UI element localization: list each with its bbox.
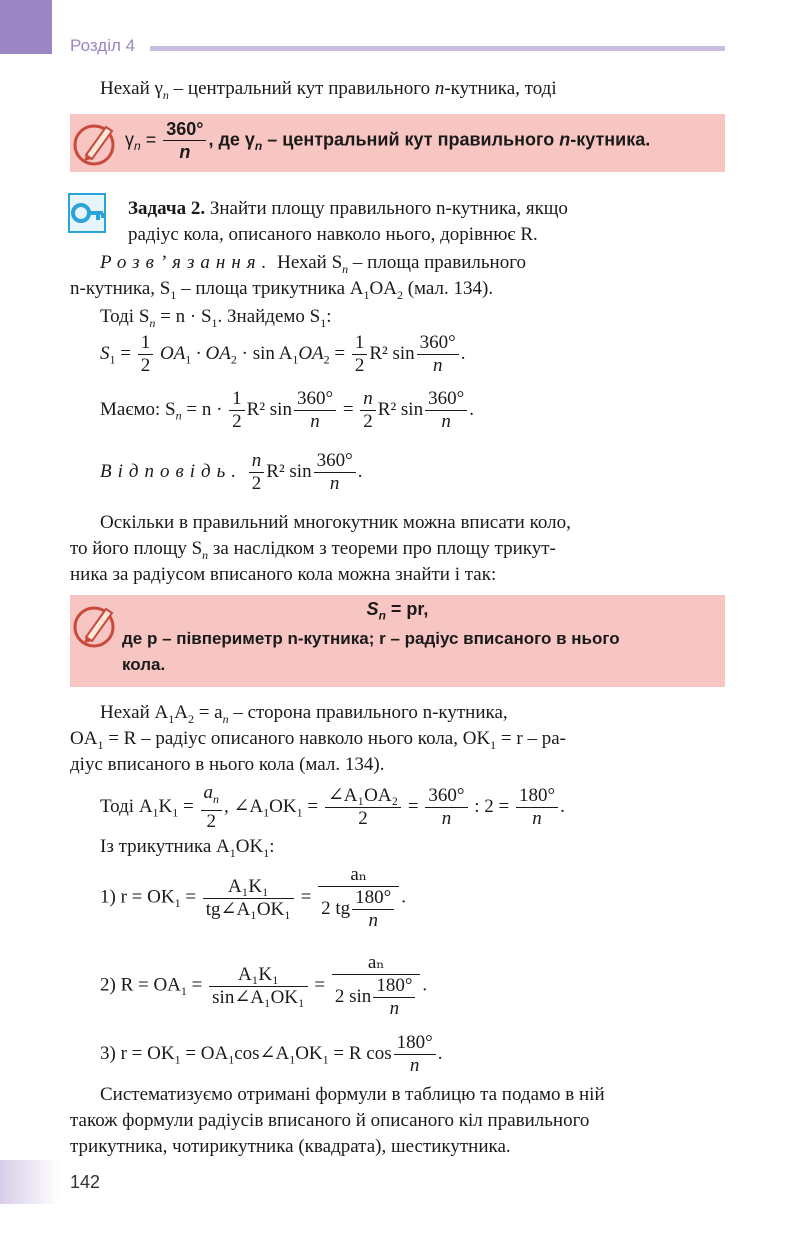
solution-line-2: n-кутника, $S_1$ – площа трикутника $A_1OA_2$ (мал. 134). (70, 278, 494, 302)
paragraph-2-line-1: Нехай $A_1A_2 = a_n$ – сторона правильного n-кутника, (100, 702, 508, 726)
footer-bar (0, 1160, 60, 1204)
formula-box-2: $S_n$ = pr, де p – півпериметр n-кутника; r – радіус вписаного в нього кола. (70, 595, 725, 687)
closing-line-2: також формули радіусів вписаного й описаного кіл правильного (70, 1110, 590, 1131)
page-number: 142 (70, 1172, 101, 1192)
corner-tab (0, 0, 52, 54)
key-icon (68, 193, 106, 233)
paragraph-2-line-2: $OA_1 = R$ – радіус описаного навколо нього кола, $OK_1 = r - ра-$ (70, 728, 566, 752)
formula-a1k1: Тоді $A_1K_1$ = $\frac{a_n}{2}$ , $\angle A_1OK_1$ = $\frac{\text{∠A₁OA₂}}{2}$ = $\frac{360^\circ}{n}$ : 2 = $\frac{180^\circ}{n}$ . (100, 782, 565, 832)
header-rule (150, 46, 725, 51)
answer-line: Відповідь. $\frac{n}{2}$ R² sin $\frac{360^\circ}{n}$ . (100, 450, 363, 494)
formula-s1: $S_1$ = $\frac{1}{2}$ $OA_1 \cdot OA_2 \cdot \sin A_1OA_2$ = $\frac{1}{2}$ R² sin $\frac{360^\circ}{n}$ . (100, 332, 466, 376)
formula-r1: 1) $r = OK_1$ = $\frac{\text{A₁K₁}}{\text{tg∠A₁OK₁}}$ = aₙ 2 tg $\frac{180^\circ}{n}$ . (100, 864, 407, 931)
paragraph-1-line-3: ника за радіусом вписаного кола можна знайти і так: (70, 564, 497, 585)
paragraph-1-line-2: то його площу $S_n$ за наслідком з теореми про площу трикут- (70, 538, 556, 562)
closing-line-1: Систематизуємо отримані формули в таблицю та подамо в ній (100, 1084, 605, 1105)
formula-r3: 3) $r = OK_1$ = $OA_1\cos\angle A_1OK_1 = R$ cos $\frac{180^\circ}{n}$ . (100, 1032, 443, 1076)
formula-box-1: $\gamma_n$ = $\frac{360^\circ}{n}$ , де $\gamma_n$ – центральний кут правильного n-кутника. (70, 114, 725, 172)
paragraph-1-line-1: Оскільки в правильний многокутник можна вписати коло, (100, 512, 571, 533)
intro-line: Нехай $\gamma_n$ – центральний кут правильного n-кутника, тоді (100, 78, 557, 102)
paragraph-2-line-3: діус вписаного в нього кола (мал. 134). (70, 754, 385, 775)
pencil-icon (72, 119, 120, 167)
triangle-line: Із трикутника $A_1OK_1$: (100, 836, 275, 860)
section-label: Розділ 4 (70, 36, 136, 55)
task-line-2: радіус кола, описаного навколо нього, дорівнює R. (128, 224, 538, 245)
then-line: Тоді $S_n = n \cdot S_1$. Знайдемо $S_1$: (100, 306, 332, 330)
formula-r2: 2) $R = OA_1$ = $\frac{\text{A₁K₁}}{\text{sin∠A₁OK₁}}$ = aₙ 2 sin $\frac{180^\circ}{n}$ . (100, 952, 428, 1019)
formula-sn: Маємо: $S_n = n$ · $\frac{1}{2}$ R² sin $\frac{360^\circ}{n}$ = $\frac{n}{2}$ R² sin $\frac{360^\circ}{n}$ . (100, 388, 474, 432)
solution-line-1: Розв’язання. Нехай $S_n$ – площа правильного (100, 252, 527, 276)
closing-line-3: трикутника, чотирикутника (квадрата), шестикутника. (70, 1136, 511, 1157)
task-line-1: Задача 2. Знайти площу правильного n-кутника, якщо (128, 198, 568, 219)
